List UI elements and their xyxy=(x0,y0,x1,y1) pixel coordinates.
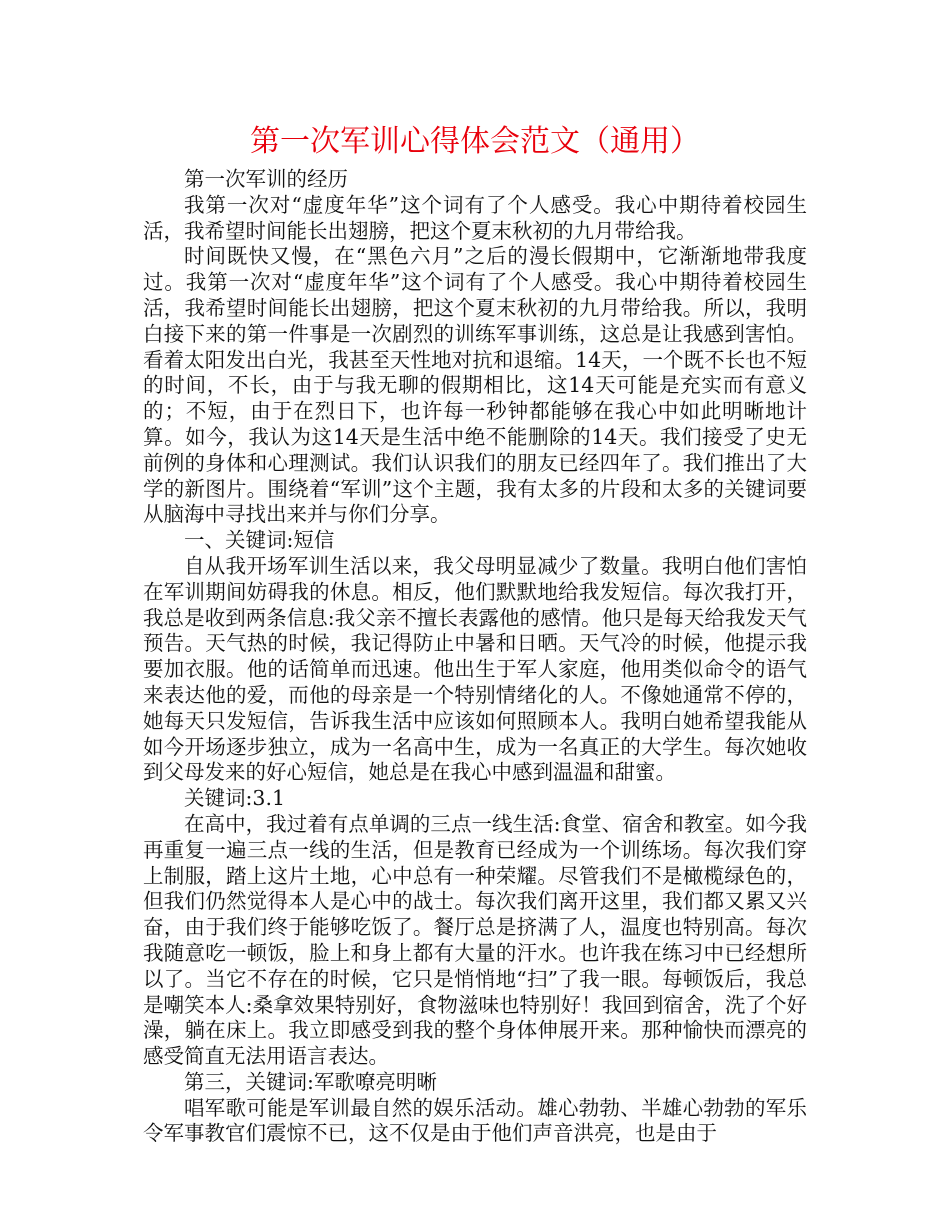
document-title: 第一次军训心得体会范文（通用） xyxy=(250,124,700,159)
paragraph: 时间既快又慢，在“黑色六月”之后的漫长假期中，它渐渐地带我度过。我第一次对“虚度年华”这个词有了个人感受。我心中期待着校园生活，我希望时间能长出翅膀，把这个夏末秋初的九月带给我。所以，我明白接下来的第一件事是一次剧烈的训练军事训练，这总是让我感到害怕。看着太阳发出白光，我甚至天性地对抗和退缩。14天，一个既不长也不短的时间，不长，由于与我无聊的假期相比，这14天可能是充实而有意义的；不短，由于在烈日下，也许每一秒钟都能够在我心中如此明晰地计算。如今，我认为这14天是生活中绝不能删除的14天。我们接受了史无前例的身体和心理测试。我们认识我们的朋友已经四年了。我们推出了大学的新图片。围绕着“军训”这个主题，我有太多的片段和太多的关键词要从脑海中寻找出来并与你们分享。 xyxy=(143,244,807,527)
paragraph: 自从我开场军训生活以来，我父母明显减少了数量。我明白他们害怕在军训期间妨碍我的休息。相反，他们默默地给我发短信。每次我打开，我总是收到两条信息:我父亲不擅长表露他的感情。他只是每天给我发天气预告。天气热的时候，我记得防止中暑和日晒。天气冷的时候，他提示我要加衣服。他的话简单而迅速。他出生于军人家庭，他用类似命令的语气来表达他的爱，而他的母亲是一个特别情绪化的人。不像她通常不停的，她每天只发短信，告诉我生活中应该如何照顾本人。我明白她希望我能从如今开场逐步独立，成为一名高中生，成为一名真正的大学生。每次她收到父母发来的好心短信，她总是在我心中感到温温和甜蜜。 xyxy=(143,553,807,785)
section-heading: 第三，关键词:军歌嘹亮明晰 xyxy=(184,1069,437,1094)
section-heading: 第一次军训的经历 xyxy=(184,167,348,191)
document-body xyxy=(143,167,807,1147)
paragraph: 在高中，我过着有点单调的三点一线生活:食堂、宿舍和教室。如今我再重复一遍三点一线的生活，但是教育已经成为一个训练场。每次我们穿上制服，踏上这片土地，心中总有一种荣耀。尽管我们不是橄榄绿色的，但我们仍然觉得本人是心中的战士。每次我们离开这里，我们都又累又兴奋，由于我们终于能够吃饭了。餐厅总是挤满了人，温度也特别高。每次我随意吃一顿饭，脸上和身上都有大量的汗水。也许我在练习中已经想所以了。当它不存在的时候，它只是悄悄地“扫”了我一眼。每顿饭后，我总是嘲笑本人:桑拿效果特别好，食物滋味也特别好！我回到宿舍，洗了个好澡，躺在床上。我立即感受到我的整个身体伸展开来。那种愉快而漂亮的感受简直无法用语言表达。 xyxy=(143,811,807,1069)
paragraph: 我第一次对“虚度年华”这个词有了个人感受。我心中期待着校园生活，我希望时间能长出翅膀，把这个夏末秋初的九月带给我。 xyxy=(143,192,807,243)
section-heading: 一、关键词:短信 xyxy=(184,528,335,553)
section-heading: 关键词:3.1 xyxy=(184,786,286,811)
paragraph: 唱军歌可能是军训最自然的娱乐活动。雄心勃勃、半雄心勃勃的军乐令军事教官们震惊不已，这不仅是由于他们声音洪亮，也是由于 xyxy=(143,1095,807,1146)
